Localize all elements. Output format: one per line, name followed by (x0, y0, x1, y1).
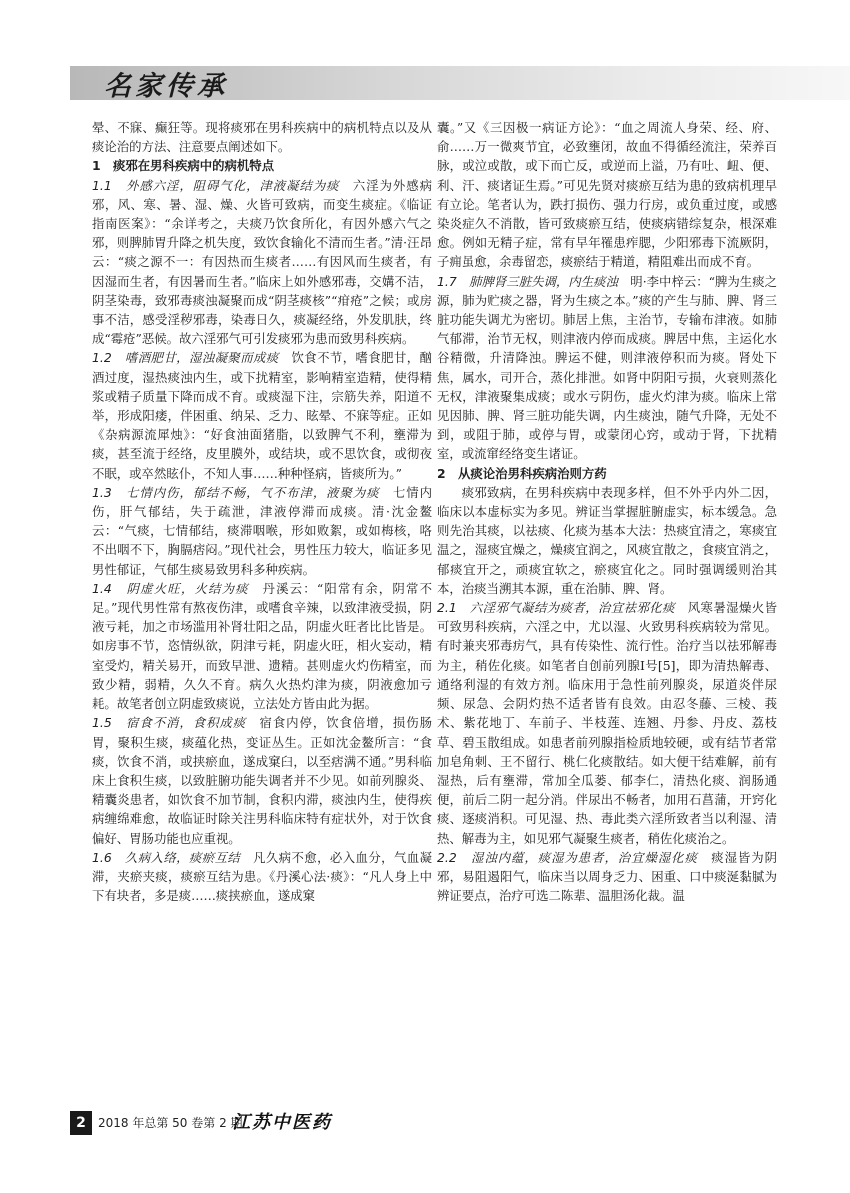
paragraph-text: 凡久病不愈，必入血分，气血凝滞，夹瘀夹痰，痰瘀互结为患。《丹溪心法·痰》：“凡人身上中下有块者，多是痰……痰挟瘀血，遂成窠 (92, 849, 432, 904)
paragraph: 痰邪致病，在男科疾病中表现多样，但不外乎内外二因，临床以本虚标实为多见。辨证当掌握脏腑虚实，标本缓急。急则先治其痰，以祛痰、化痰为基本大法：热痰宜清之，寒痰宜温之，湿痰宜燥之，燥痰宜润之，风痰宜散之，食痰宜消之，郁痰宜开之，顽痰宜软之，瘀痰宜化之。同时强调缓则治其本，治痰当溯其本源，重在治肺、脾、肾。 (437, 484, 777, 596)
paragraph-text: 宿食内停，饮食倍增，损伤肠胃，聚积生痰，痰蕴化热，变证丛生。正如沈金鳌所言：“食痰，饮食不消，或挟瘀血，遂成窠臼，以至痞满不通。”男科临床上食积生痰，以致脏腑功能失调者并不少见。如前列腺炎、精囊炎患者，如饮食不加节制，食积内滞，痰浊内生，使得疾病缠绵难愈，故临证时除关注男科临床特有症状外，对于饮食偏好、胃肠功能也应重视。 (92, 715, 433, 846)
subsection-paragraph (92, 348, 432, 482)
section-title: 名家传承 (104, 71, 228, 102)
subsection-paragraph (92, 483, 432, 579)
subsection-heading: 1.4 阴虚火旺，火结为痰 (92, 580, 249, 596)
paragraph: 囊。”又《三因极一病证方论》：“血之周流人身荣、经、府、俞……万一微爽节宜，必致壅闭，故血不得循经流注，荣养百脉，或泣或散，或下而亡反，或逆而上溢，乃有吐、衄、便、利、汗、痰诸证生焉。”可见先贤对痰瘀互结为患的致病机理早有立论。笔者认为，跌打损伤、强力行房，或负重过度，或感染炎症久不消散，皆可致痰瘀互结，使痰病错综复杂，根深难愈。例如无精子症，常有早年罹患痄腮，少阳邪毒下流厥阴，子痈虽愈，余毒留恋，痰瘀结于精道，精阻难出而成不育。 (437, 120, 777, 270)
subsection-paragraph (92, 579, 432, 713)
subsection-paragraph (437, 272, 777, 464)
subsection-heading: 1.1 外感六淫，阻碍气化，津液凝结为痰 (92, 177, 340, 193)
subsection-paragraph (92, 848, 432, 906)
paragraph-text: 六淫为外感病邪，风、寒、暑、湿、燥、火皆可致病，而变生痰症。《临证指南医案》：“余详考之，夫痰乃饮食所化，有因外感六气之邪，则脾肺胃升降之机失度，致饮食输化不清而生者。”清·汪昂云：“痰之源不一：有因热而生痰者……有因风而生痰者，有因湿而生者，有因暑而生者。”临床上如外感邪毒，交媾不洁，阴茎染毒，致邪毒痰浊凝聚而成“阴茎痰核”“疳疮”之候；或房事不洁，感受淫秽邪毒，染毒日久，痰凝经络，外发肌肤，终成“霉疮”恶候。故六淫邪气可引发痰邪为患而致男科疾病。 (92, 177, 432, 347)
subsection-paragraph (92, 713, 432, 847)
subsection-heading: 1.6 久病入络，痰瘀互结 (92, 849, 241, 865)
subsection-paragraph (92, 176, 432, 349)
issue-info: 2018 年总第 50 卷第 2 期 (98, 1116, 243, 1130)
subsection-heading: 1.2 嗜酒肥甘，湿浊凝聚而成痰 (92, 350, 279, 366)
paragraph-text: 丹溪云：“阳常有余，阴常不足。”现代男性常有熬夜伤津，或嗜食辛辣，以致津液受损，阴液亏耗，加之市场滥用补肾壮阳之品，阴虚火旺者比比皆是。如房事不节，恣情纵欲，阴津亏耗，阴虚火旺，相火妄动，精室受灼，精关易开，而致早泄、遗精。甚则虚火灼伤精室，而致少精，弱精，久久不育。病久火热灼津为痰，阴液愈加亏耗。故笔者创立阴虚致痰说，立法处方皆由此为据。 (92, 580, 432, 712)
section-heading: 2 从痰论治男科疾病治则方药 (437, 465, 607, 481)
paragraph-text: 明·李中梓云：“脾为生痰之源，肺为贮痰之器，肾为生痰之本。”痰的产生与肺、脾、肾三脏功能失调尤为密切。肺居上焦，主治节，专输布津液。如肺气郁滞，治节无权，则津液内停而成痰。脾居中焦，主运化水谷精微，升清降浊。脾运不健，则津液停积而为痰。肾处下焦，属水，司开合，蒸化排泄。如肾中阴阳亏损，火衰则蒸化无权，津液聚集成痰；或水亏阴伤，虚火灼津为痰。临床上常见因肺、脾、肾三脏功能失调，内生痰浊，随气升降，无处不到，或阻于肺，或停与胃，或蒙闭心窍，或动于肾，下扰精室，或流窜经络变生诸证。 (437, 273, 777, 462)
subsection-heading: 2.2 湿浊内蕴，痰湿为患者，治宜燥湿化痰 (437, 849, 698, 865)
paragraph: 晕、不寐、癫狂等。现将痰邪在男科疾病中的病机特点以及从痰论治的方法、注意要点阐述如下。 (92, 120, 432, 155)
section-heading: 1 痰邪在男科疾病中的病机特点 (92, 158, 275, 174)
journal-name: 江苏中医药 (232, 1112, 332, 1133)
subsection-paragraph (437, 848, 777, 906)
subsection-heading: 1.5 宿食不消，食积成痰 (92, 715, 247, 731)
subsection-heading: 1.7 肺脾肾三脏失调，内生痰浊 (437, 273, 618, 289)
subsection-heading: 1.3 七情内伤，郁结不畅，气不布津，液聚为痰 (92, 484, 380, 500)
paragraph-text: 七情内伤，肝气郁结，失于疏泄，津液停滞而成痰。清·沈金鳌云：“气痰，七情郁结，痰滞咽喉，形如败絮，或如梅核，咯不出咽不下，胸膈痞闷。”现代社会，男性压力较大，临证多见男性郁证，气郁生痰易致男科多种疾病。 (92, 484, 432, 577)
right-column (437, 118, 777, 905)
paragraph-text: 痰湿皆为阴邪，易阻遏阳气，临床当以周身乏力、困重、口中痰涎黏腻为辨证要点，治疗可选二陈辈、温胆汤化裁。温 (437, 849, 777, 904)
page-number: 2 (70, 1111, 92, 1135)
subsection-heading: 2.1 六淫邪气凝结为痰者，治宜祛邪化痰 (437, 600, 675, 616)
paragraph-text: 饮食不节，嗜食肥甘，酗酒过度，湿热痰浊内生，或下扰精室，影响精室造精，使得精浆或精子质量下降而成不育。或痰湿下注，宗筋失养，阳道不举，形成阳痿，伴困重、纳呆、乏力、眩晕、不寐等症。正如《杂病源流犀烛》：“好食油面猪脂，以致脾气不利，壅滞为痰，甚至流于经络，皮里膜外，或结块，或不思饮食，或彻夜不眠，或卒然眩仆，不知人事……种种怪病，皆痰所为。” (92, 350, 433, 481)
paragraph-text: 风寒暑湿燥火皆可致男科疾病，六淫之中，尤以湿、火致男科疾病较为常见。有时兼夹邪毒疠气，具有传染性、流行性。治疗当以祛邪解毒为主，稍佐化痰。如笔者自创前列腺Ⅰ号[5]，即为清热解毒、通络利湿的有效方剂。临床用于急性前列腺炎，尿道炎伴尿频、尿急、会阴灼热不适者皆有良效。由忍冬藤、三棱、莪术、紫花地丁、车前子、半枝莲、连翘、丹参、丹皮、荔枝草、碧玉散组成。如患者前列腺指检质地较硬，或有结节者常加皂角刺、王不留行、桃仁化痰散结。如大便干结难解，前有湿热，后有壅滞，常加全瓜蒌、郁李仁，清热化痰、润肠通便，前后二阴一起分消。伴尿出不畅者，加用石菖蒲，开窍化痰、逐痰消积。可见湿、热、毒此类六淫所致者当以利湿、清热、解毒为主，如见邪气凝聚生痰者，稍佐化痰治之。 (437, 600, 777, 846)
subsection-paragraph (437, 598, 777, 848)
left-column (92, 118, 432, 905)
